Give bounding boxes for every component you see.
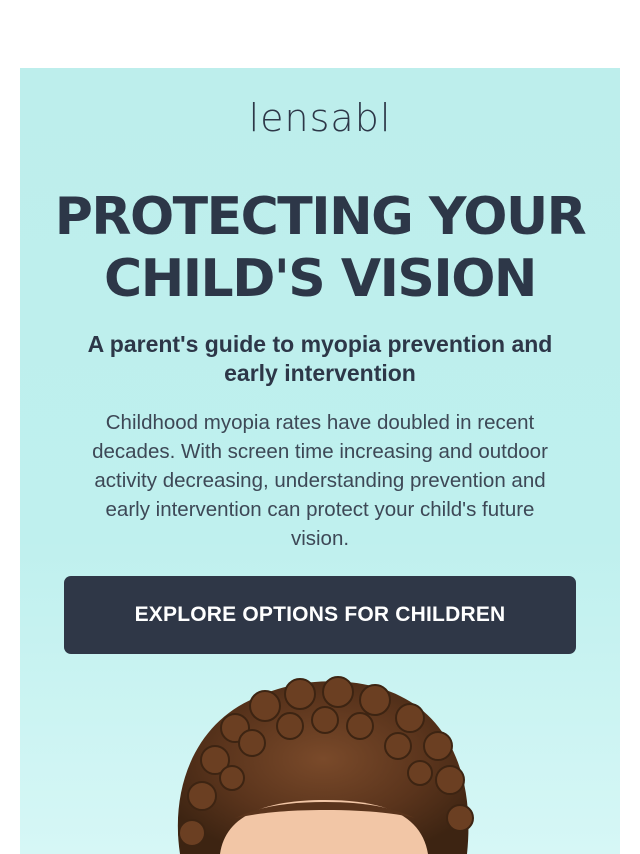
intro-paragraph: Childhood myopia rates have doubled in recent decades. With screen time increasing and outdoor activity decreasing, understanding prevention and early intervention can protect your child's future vision. bbox=[92, 411, 548, 550]
subtitle: A parent's guide to myopia prevention and early intervention bbox=[87, 331, 553, 386]
child-photo bbox=[20, 668, 620, 854]
title-line-1: PROTECTING YOUR bbox=[54, 187, 586, 247]
title-line-2: CHILD'S VISION bbox=[104, 249, 536, 309]
lensabl-logo[interactable] bbox=[20, 98, 620, 138]
email-hero-card bbox=[20, 68, 620, 854]
logo-wordmark: lensabl bbox=[248, 96, 392, 140]
page-title bbox=[20, 186, 620, 310]
explore-options-button[interactable]: EXPLORE OPTIONS FOR CHILDREN bbox=[64, 576, 576, 654]
